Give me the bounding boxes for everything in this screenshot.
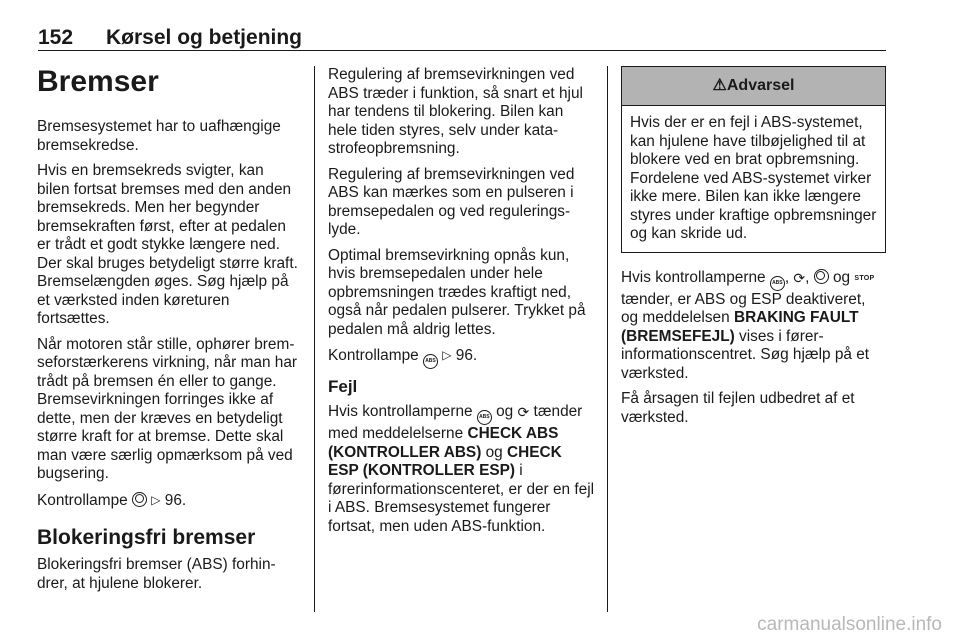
esp-lamp-icon: ⟳: [793, 269, 806, 286]
header-divider: [38, 50, 886, 51]
watermark: carmanualsonline.info: [757, 614, 942, 635]
lamp-reference: Kontrollampe ▷ 96.: [37, 491, 187, 509]
paragraph: Blokeringsfri bremser (ABS) forhindrer, at hjulene blokerer.: [37, 556, 276, 592]
paragraph: Hvis kontrollamperne ABS og ⟳ tænder med meddelelserne CHECK ABS (KONTROLLER ABS) og CHECK ESP (KONTROLLER ESP) i førerinformationscenteret, er der en fejl i ABS. Bremsesystemet fungerer fortsat, men uden ABS-funktion.: [328, 403, 595, 535]
paragraph: Bremsesystemet har to uafhængige bremsekredse.: [37, 118, 281, 154]
column-2: [328, 66, 596, 543]
esp-lamp-icon: ⟳: [517, 404, 530, 420]
column-divider-2: [607, 66, 608, 612]
warning-header: ⚠Advarsel: [622, 67, 885, 106]
brake-lamp-icon: [132, 492, 147, 507]
paragraph: Optimal bremsevirkning opnås kun, hvis bremsepedalen under hele opbremsningen trædes kraftigt ned, også når pedalen pulserer. Trykket på pedalen må aldrig lettes.: [328, 246, 586, 338]
column-1: [37, 66, 300, 600]
page-number: 152: [38, 26, 74, 49]
brake-lamp-icon: [814, 269, 829, 284]
paragraph: Få årsagen til fejlen udbedret af et værksted.: [621, 390, 855, 426]
warning-triangle-icon: ⚠: [712, 77, 727, 94]
warning-box: [621, 66, 886, 253]
paragraph: Hvis kontrollamperne ABS , ⟳, og STOP tænder, er ABS og ESP deaktiveret, og meddelelsen BRAKING FAULT (BREMSEFEJL) vises i førerinformationscentret. Søg hjælp på et værksted.: [621, 268, 875, 382]
abs-lamp-icon: ABS: [423, 354, 438, 369]
reference-arrow-icon: ▷: [442, 348, 452, 362]
paragraph: Når motoren står stille, ophører bremseforstærkerens virkning, når man har trådt på bremsen én eller to gange. Bremsevirkningen forringes ikke af dette, men der kræves en betydeligt større kraft for at bremse. Dette skal man være særlig opmærksom på ved bugsering.: [37, 335, 298, 482]
warning-body: Hvis der er en fejl i ABS-systemet, kan hjulene have tilbøjelighed til at blokere ved en brat opbremsning. Fordelene ved ABS-systemet virker ikke mere. Bilen kan ikke længere styres under kraftige opbremsninger og kan skride ud.: [630, 114, 877, 242]
column-divider-1: [314, 66, 315, 612]
paragraph: Regulering af bremsevirkningen ved ABS træder i funktion, så snart et hjul har tendens til blokering. Bilen kan hele tiden styres, selv under katastrofeopbremsning.: [328, 66, 583, 157]
paragraph: Regulering af bremsevirkningen ved ABS kan mærkes som en pulseren i bremsepedalen og ved reguleringslyde.: [328, 165, 575, 238]
reference-arrow-icon: ▷: [151, 492, 161, 507]
abs-lamp-icon: ABS: [770, 276, 785, 291]
chapter-title: Kørsel og betjening: [106, 26, 303, 49]
page-header: [38, 22, 886, 50]
abs-lamp-icon: ABS: [477, 410, 492, 425]
section-title-abs: Blokeringsfri bremser: [37, 526, 256, 549]
stop-lamp-icon: STOP: [854, 274, 875, 282]
column-3: [621, 66, 886, 434]
section-title-fejl: Fejl: [328, 377, 358, 396]
lamp-reference: Kontrollampe ABS ▷ 96.: [328, 346, 596, 369]
section-title-bremser: Bremser: [37, 65, 159, 98]
paragraph: Hvis en bremsekreds svigter, kan bilen fortsat bremses med den anden bremsekreds. Men her begynder bremsekraften først, efter at pedalen er trådt et godt stykke længere ned. Der skal bruges betydeligt større kraft. Bremselængden øges. Søg hjælp på et værksted inden køreturen fortsættes.: [37, 162, 298, 327]
